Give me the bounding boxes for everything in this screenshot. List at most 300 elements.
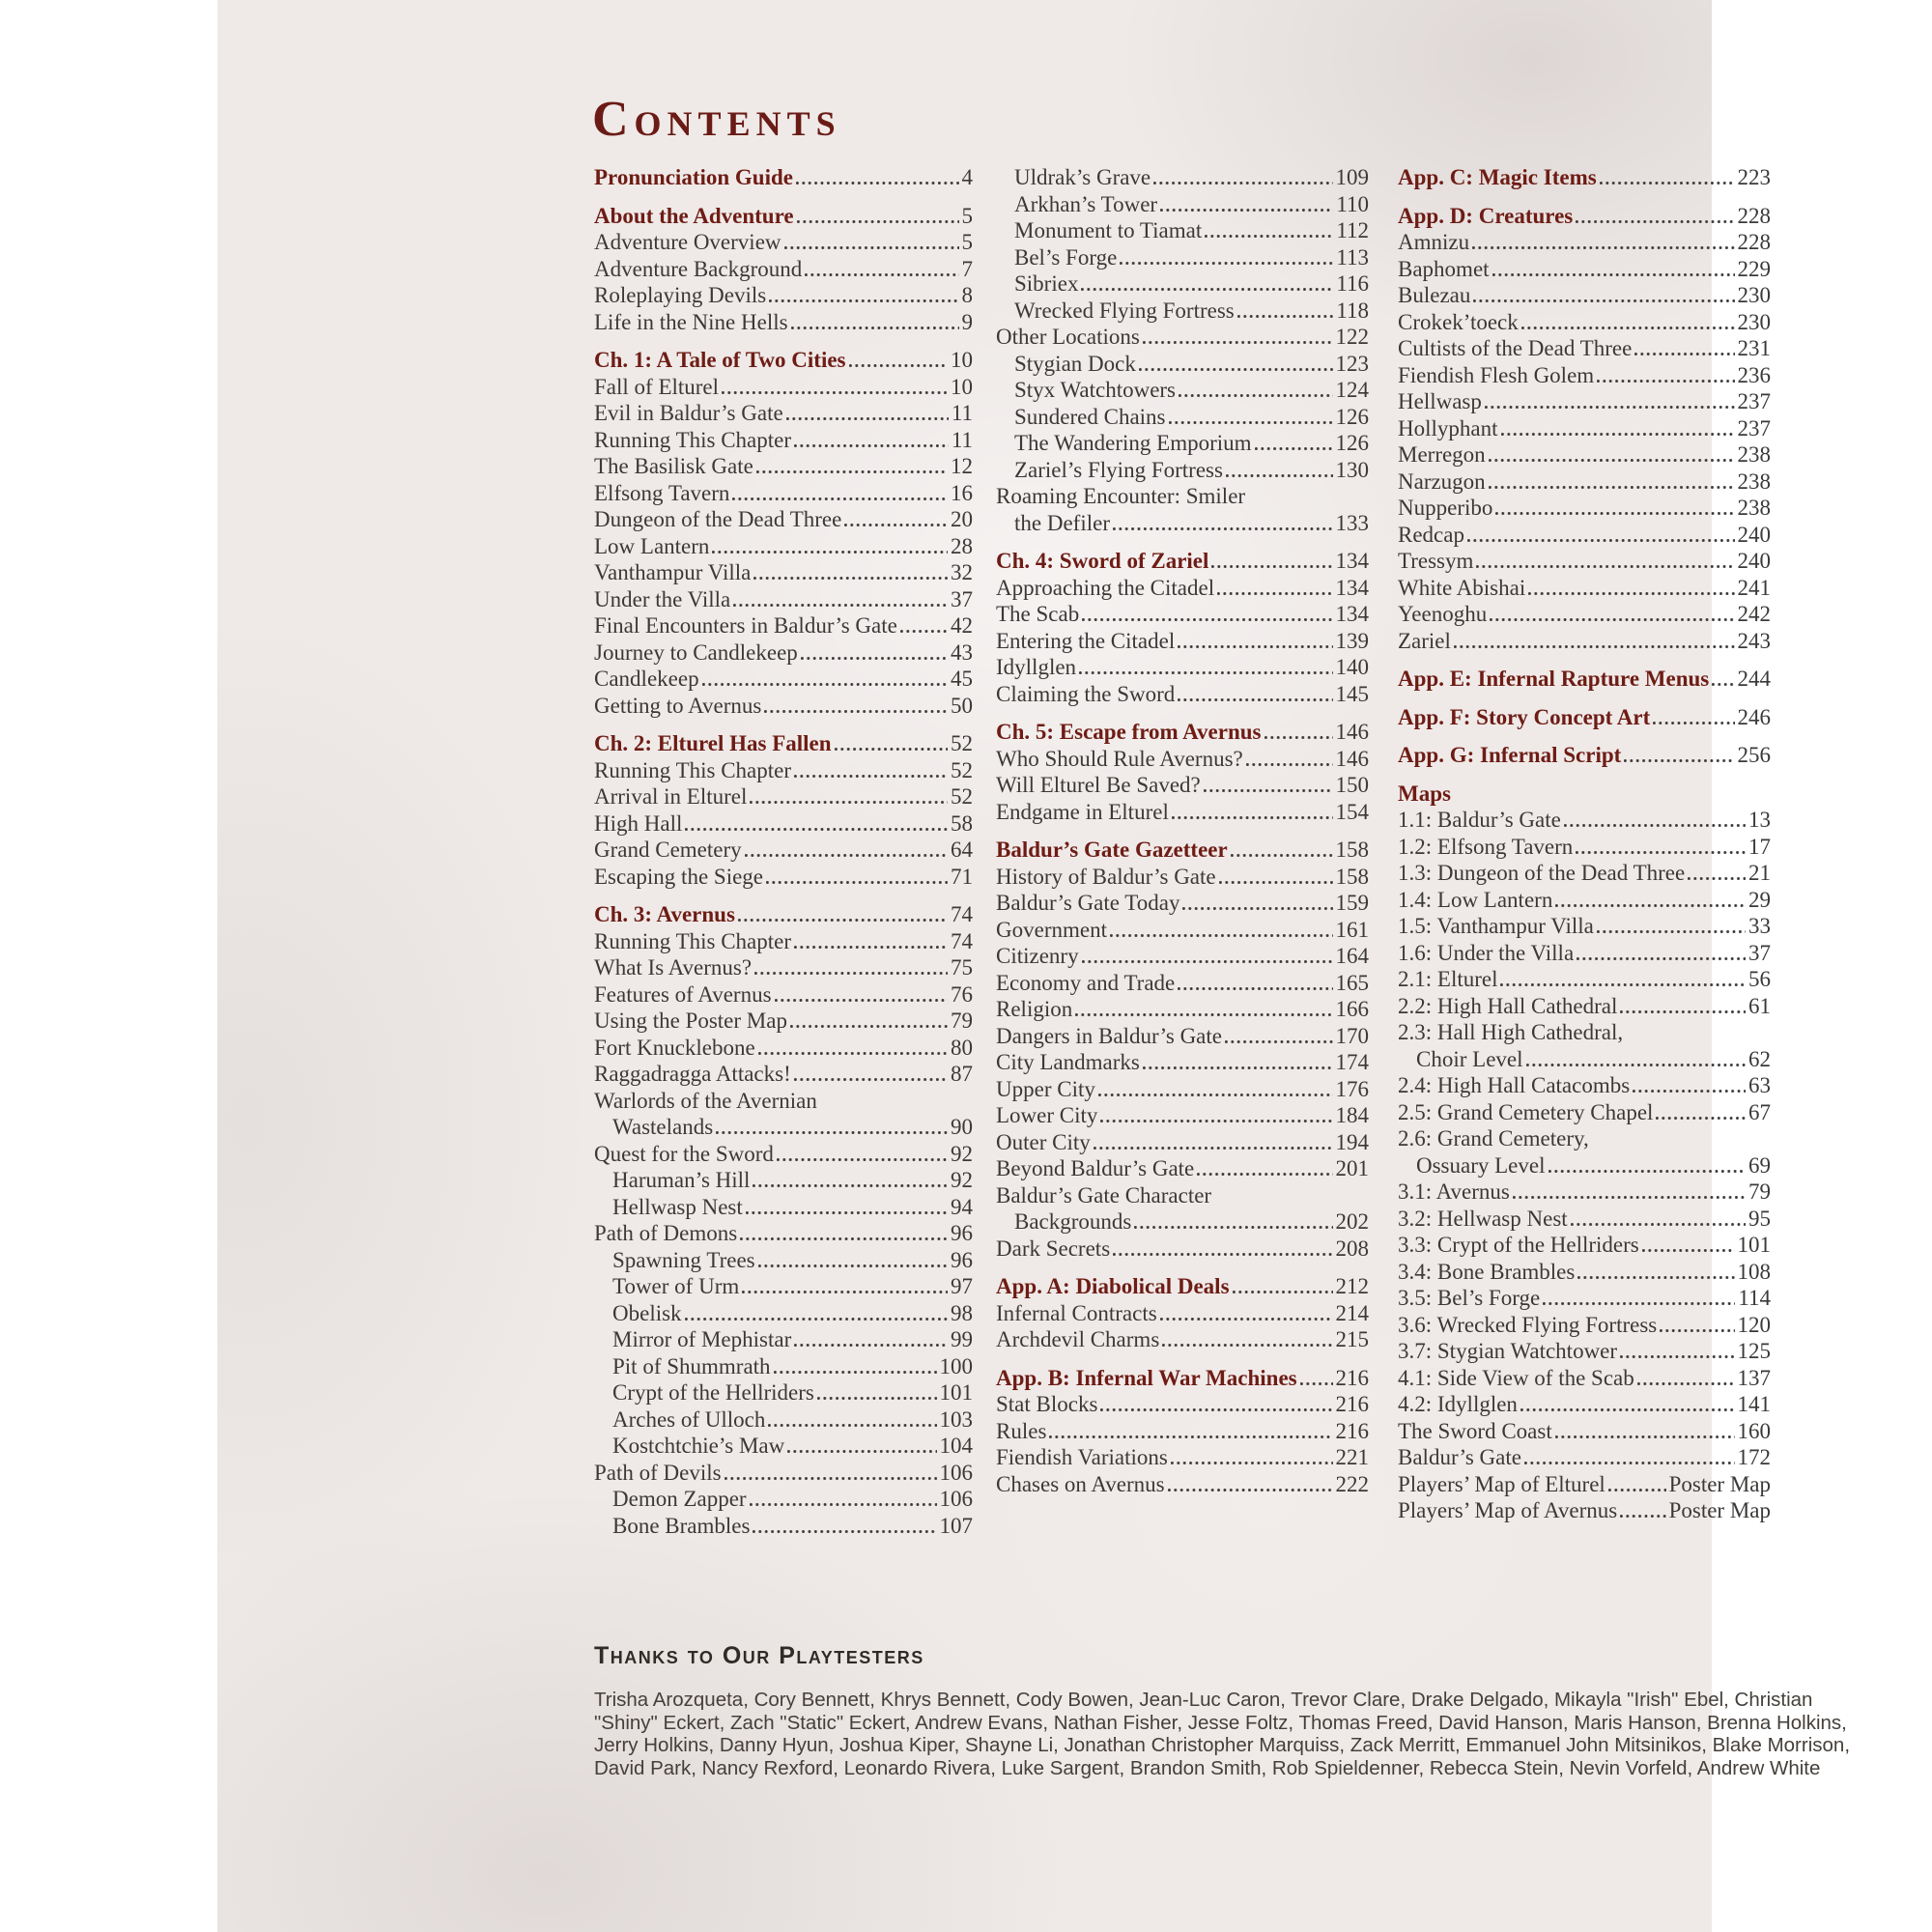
toc-entry-page: 20: [951, 507, 973, 531]
toc-entry-page: 96: [951, 1247, 973, 1272]
toc-entry: [996, 772, 1369, 799]
toc-section: [996, 164, 1369, 536]
toc-entry-label: Players’ Map of Avernus: [1398, 1498, 1618, 1522]
toc-entry: [1398, 860, 1771, 887]
toc-entry-label: Under the Villa: [594, 586, 731, 611]
toc-entry: [1398, 1232, 1771, 1259]
toc-entry-page: 106: [939, 1487, 973, 1511]
toc-entry-page: 32: [951, 560, 973, 584]
toc-entry: [996, 324, 1369, 351]
dotted-leader: [1143, 341, 1333, 344]
toc-entry: [1398, 335, 1771, 362]
toc-entry-label: App. B: Infernal War Machines: [996, 1365, 1297, 1390]
toc-entry-page: 17: [1748, 834, 1771, 859]
dotted-leader: [1642, 1249, 1735, 1252]
toc-section: [1398, 742, 1771, 769]
toc-entry: [594, 400, 973, 427]
toc-entry-page: 134: [1335, 602, 1369, 626]
toc-entry: [1398, 940, 1771, 967]
toc-entry-label: 1.5: Vanthampur Villa: [1398, 914, 1594, 938]
toc-entry-label: City Landmarks: [996, 1050, 1140, 1074]
toc-entry-label: Sundered Chains: [1014, 404, 1166, 429]
toc-entry-label: Fiendish Flesh Golem: [1398, 362, 1595, 387]
toc-column-1: [594, 164, 973, 1550]
dotted-leader: [1217, 592, 1332, 595]
toc-column-3: [1398, 164, 1771, 1536]
toc-entry: [996, 890, 1369, 917]
dotted-leader: [1205, 235, 1333, 238]
toc-entry-page: 140: [1335, 655, 1369, 679]
toc-entry: [996, 575, 1369, 602]
toc-entry-label: Will Elturel Be Saved?: [996, 773, 1201, 797]
toc-entry-label: Using the Poster Map: [594, 1009, 787, 1033]
toc-entry: [1398, 993, 1771, 1020]
toc-entry-label: Roleplaying Devils: [594, 283, 767, 307]
toc-section-header: [996, 719, 1369, 746]
dotted-leader: [1564, 824, 1746, 827]
toc-entry-page: 37: [951, 586, 973, 611]
toc-entry: [996, 1391, 1369, 1418]
dotted-leader: [746, 1211, 948, 1214]
toc-entry-label: 3.6: Wrecked Flying Fortress: [1398, 1312, 1658, 1337]
toc-section-header: [1398, 704, 1771, 731]
toc-entry: [1398, 495, 1771, 522]
book-page: [217, 0, 1851, 1932]
toc-entry-page: 237: [1737, 415, 1771, 440]
toc-entry: [594, 783, 973, 810]
toc-entry: [1398, 1418, 1771, 1445]
toc-entry-label: Adventure Overview: [594, 230, 781, 254]
toc-entry-label: Ch. 5: Escape from Avernus: [996, 720, 1262, 744]
toc-entry-page: 141: [1737, 1392, 1771, 1416]
toc-entry: [594, 1061, 973, 1088]
toc-entry-label: 2.4: High Hall Catacombs: [1398, 1073, 1631, 1097]
dotted-leader: [774, 1371, 937, 1374]
toc-entry: [594, 374, 973, 401]
toc-section: [1398, 704, 1771, 731]
toc-entry-label: Crokek’toeck: [1398, 309, 1519, 334]
toc-entry-page: 126: [1335, 431, 1369, 455]
dotted-leader: [716, 1131, 948, 1134]
toc-entry: [594, 810, 973, 838]
toc-entry-page: 161: [1335, 917, 1369, 942]
toc-entry-page: 52: [951, 757, 973, 782]
dotted-leader: [1576, 851, 1746, 854]
toc-entry-page: 52: [951, 784, 973, 809]
toc-entry-label: Arches of Ulloch: [612, 1406, 766, 1432]
toc-entry-label: Approaching the Citadel: [996, 575, 1215, 600]
toc-entry-page: 122: [1335, 325, 1369, 349]
dotted-leader: [1489, 459, 1735, 462]
toc-entry: [996, 457, 1369, 484]
toc-entry-page: 202: [1335, 1209, 1369, 1234]
toc-entry-label: Running This Chapter: [594, 427, 792, 452]
toc-entry-label: Quest for the Sword: [594, 1141, 774, 1166]
dotted-leader: [849, 364, 949, 367]
toc-entry: [996, 1326, 1369, 1353]
toc-section-header: [1398, 666, 1771, 693]
toc-entry: [996, 970, 1369, 997]
toc-entry-page: 130: [1335, 457, 1369, 482]
dotted-leader: [794, 775, 948, 778]
toc-entry: [1398, 282, 1771, 309]
toc-entry-label: Running This Chapter: [594, 757, 792, 782]
toc-entry-page: 241: [1737, 575, 1771, 600]
toc-entry: [1398, 256, 1771, 283]
toc-entry: [1398, 1365, 1771, 1392]
toc-entry-page: 223: [1737, 165, 1771, 189]
toc-entry-label: Stat Blocks: [996, 1392, 1098, 1416]
toc-entry: [1398, 388, 1771, 415]
dotted-leader: [1543, 1302, 1735, 1305]
toc-entry-page: 11: [951, 401, 973, 425]
toc-section-header: [996, 837, 1369, 864]
toc-entry-label: Backgrounds: [1014, 1209, 1132, 1234]
toc-column-2: [996, 164, 1369, 1509]
toc-entry: [996, 377, 1369, 404]
toc-entry-label: Idyllglen: [996, 655, 1077, 679]
toc-entry: [594, 612, 973, 639]
toc-entry: [594, 693, 973, 720]
toc-entry-label: Cultists of the Dead Three: [1398, 336, 1633, 360]
dotted-leader: [1634, 353, 1734, 355]
toc-entry-page: 94: [951, 1194, 973, 1219]
toc-entry-label: App. C: Magic Items: [1398, 165, 1597, 189]
toc-entry-page: 104: [939, 1434, 973, 1458]
toc-entry-page: 116: [1336, 271, 1369, 296]
toc-entry: [594, 427, 973, 454]
toc-entry-page: 201: [1335, 1156, 1369, 1180]
dotted-leader: [764, 710, 948, 713]
toc-entry-page: 98: [951, 1300, 973, 1325]
toc-entry: [594, 1300, 973, 1327]
toc-entry-page: 90: [951, 1115, 973, 1139]
playtesters-line: Jerry Holkins, Danny Hyun, Joshua Kiper, Shayne Li, Jonathan Christopher Marquiss, Zack Merritt, Emmanuel John Mitsinikos, Blake Morrison,: [594, 1734, 1851, 1756]
dotted-leader: [1178, 987, 1332, 990]
toc-entry: [996, 217, 1369, 244]
dotted-leader: [1577, 1276, 1734, 1279]
toc-entry: [594, 757, 973, 784]
toc-entry: [1398, 1471, 1771, 1498]
toc-entry-label: Grand Cemetery: [594, 838, 742, 862]
toc-entry-page: 246: [1737, 704, 1771, 729]
toc-entry-label: App. A: Diabolical Deals: [996, 1274, 1230, 1298]
toc-entry-label: Endgame in Elturel: [996, 799, 1169, 824]
dotted-leader: [1179, 394, 1332, 397]
toc-entry: [594, 533, 973, 560]
dotted-leader: [685, 828, 948, 831]
toc-entry: [996, 917, 1369, 944]
toc-entry-label: 1.1: Baldur’s Gate: [1398, 808, 1561, 832]
dotted-leader: [738, 919, 948, 922]
dotted-leader: [794, 444, 949, 447]
toc-entry-label: Evil in Baldur’s Gate: [594, 401, 783, 425]
toc-entry-label: Features of Avernus: [594, 981, 772, 1007]
toc-entry-page: 114: [1738, 1286, 1771, 1310]
toc-entry-label: App. G: Infernal Script: [1398, 743, 1622, 767]
toc-entry-page: 242: [1737, 602, 1771, 626]
toc-section: [996, 1273, 1369, 1353]
toc-entry: [996, 191, 1369, 218]
toc-entry: [996, 654, 1369, 681]
toc-section-header: [1398, 781, 1771, 808]
toc-entry-page: 124: [1335, 378, 1369, 402]
toc-entry-label: Ch. 4: Sword of Zariel: [996, 549, 1209, 573]
toc-entry-page: 64: [951, 838, 973, 862]
toc-entry-page: 79: [1748, 1179, 1771, 1204]
toc-entry-page: 50: [951, 693, 973, 718]
dotted-leader: [1513, 1196, 1746, 1199]
toc-entry-label: Getting to Avernus: [594, 693, 762, 718]
dotted-leader: [712, 551, 948, 554]
dotted-leader: [1237, 315, 1334, 318]
dotted-leader: [733, 604, 948, 607]
toc-entry: [996, 404, 1369, 431]
toc-entry: [594, 480, 973, 507]
toc-entry-page: 74: [951, 902, 973, 926]
toc-entry-page: 154: [1335, 799, 1369, 824]
toc-entry: [996, 996, 1369, 1023]
toc-entry-page: 146: [1335, 746, 1369, 771]
toc-entry-label: Baphomet: [1398, 256, 1490, 281]
dotted-leader: [1081, 288, 1333, 291]
toc-entry-page: 16: [951, 480, 973, 505]
toc-entry-label: Ch. 3: Avernus: [594, 902, 735, 926]
toc-entry-label: 3.7: Stygian Watchtower: [1398, 1339, 1618, 1363]
toc-entry-page: 69: [1748, 1152, 1771, 1178]
toc-section-header: [1398, 742, 1771, 769]
dotted-leader: [791, 327, 959, 329]
toc-entry: [594, 1088, 973, 1115]
dotted-leader: [1473, 299, 1734, 302]
toc-entry: [996, 601, 1369, 628]
dotted-leader: [1624, 759, 1734, 762]
toc-entry: [1398, 1206, 1771, 1233]
toc-entry-label: Vanthampur Villa: [594, 560, 752, 584]
toc-entry-page: 133: [1335, 510, 1369, 535]
toc-entry-label: Styx Watchtowers: [1014, 378, 1177, 402]
toc-entry-label: Arkhan’s Tower: [1014, 191, 1158, 216]
toc-entry-label: Players’ Map of Elturel: [1398, 1471, 1605, 1496]
toc-entry-page: 146: [1335, 720, 1369, 744]
toc-entry: [1398, 1444, 1771, 1471]
toc-entry: [996, 510, 1369, 537]
toc-entry: [594, 1114, 973, 1141]
toc-entry-page: 120: [1737, 1312, 1771, 1337]
dotted-leader: [1178, 698, 1332, 701]
toc-entry-page: 76: [951, 981, 973, 1007]
toc-entry-page: 240: [1737, 522, 1771, 547]
playtesters-names: [594, 1689, 1850, 1779]
toc-entry-page: 45: [951, 667, 973, 691]
toc-entry-label: Claiming the Sword: [996, 681, 1176, 706]
toc-section: [1398, 781, 1771, 1524]
toc-entry-page: 43: [951, 639, 973, 665]
toc-section: [996, 837, 1369, 1262]
toc-entry-label: 1.6: Under the Villa: [1398, 940, 1575, 965]
toc-entry: [594, 1247, 973, 1274]
dotted-leader: [1110, 934, 1333, 937]
dotted-leader: [1139, 368, 1333, 371]
toc-entry: [594, 928, 973, 955]
dotted-leader: [1169, 421, 1333, 424]
toc-entry: [1398, 362, 1771, 389]
toc-entry-label: Crypt of the Hellriders: [612, 1380, 814, 1405]
dotted-leader: [775, 999, 948, 1002]
toc-entry-page: 99: [951, 1327, 973, 1351]
toc-entry-label: 2.5: Grand Cemetery Chapel: [1398, 1099, 1654, 1124]
toc-entry-page: 238: [1737, 469, 1771, 494]
dotted-leader: [740, 1237, 948, 1240]
toc-entry-page: 101: [939, 1380, 973, 1405]
toc-entry-label: Fiendish Variations: [996, 1445, 1168, 1469]
dotted-leader: [784, 246, 959, 249]
toc-entry-label: Uldrak’s Grave: [1014, 165, 1151, 189]
toc-entry-page: 13: [1748, 808, 1771, 832]
toc-entry-label: Nupperibo: [1398, 496, 1493, 520]
dotted-leader: [1160, 1318, 1333, 1321]
dotted-leader: [1620, 1010, 1746, 1013]
toc-entry-label: Lower City: [996, 1103, 1098, 1127]
toc-entry-label: Outer City: [996, 1129, 1091, 1154]
toc-entry-page: 33: [1748, 914, 1771, 938]
toc-entry-page: 106: [939, 1460, 973, 1485]
toc-entry-page: 170: [1335, 1023, 1369, 1048]
toc-entry-page: 87: [951, 1062, 973, 1086]
toc-entry: [594, 1460, 973, 1487]
toc-section: [594, 347, 973, 719]
toc-entry-page: 125: [1737, 1339, 1771, 1363]
toc-entry-label: Tower of Urm: [612, 1274, 740, 1298]
dotted-leader: [1520, 1408, 1735, 1411]
toc-entry-label: Demon Zapper: [612, 1487, 747, 1511]
toc-entry-page: 80: [951, 1035, 973, 1060]
toc-entry: [1398, 887, 1771, 914]
dotted-leader: [1049, 1435, 1332, 1438]
toc-entry: [594, 1353, 973, 1380]
toc-entry-label: Upper City: [996, 1076, 1095, 1101]
dotted-leader: [1219, 881, 1333, 884]
toc-entry: [1398, 1072, 1771, 1099]
dotted-leader: [750, 1503, 937, 1506]
toc-entry-page: 231: [1737, 336, 1771, 360]
dotted-leader: [1485, 406, 1735, 409]
toc-entry-page: 71: [951, 864, 973, 889]
dotted-leader: [1100, 1408, 1332, 1411]
dotted-leader: [1489, 486, 1735, 489]
toc-entry: [594, 1326, 973, 1353]
toc-entry-page: 174: [1335, 1050, 1369, 1074]
toc-entry-label: 1.2: Elfsong Tavern: [1398, 834, 1574, 859]
dotted-leader: [685, 1318, 948, 1321]
toc-entry: [1398, 966, 1771, 993]
toc-entry-label: Obelisk: [612, 1300, 682, 1325]
toc-entry-page: 107: [939, 1513, 973, 1538]
toc-section-header: [594, 730, 973, 757]
toc-entry: [594, 559, 973, 586]
toc-entry-page: 101: [1737, 1233, 1771, 1257]
toc-entry-label: Sibriex: [1014, 271, 1079, 296]
page-title: Contents: [592, 92, 841, 147]
toc-entry: [594, 229, 973, 256]
toc-entry: [1398, 1338, 1771, 1365]
toc-entry-page: 110: [1336, 191, 1369, 216]
toc-entry: [1398, 1259, 1771, 1286]
toc-entry: [594, 1406, 973, 1434]
toc-entry-label: Dark Secrets: [996, 1236, 1111, 1261]
toc-entry: [996, 298, 1369, 325]
toc-entry-label: Kostchtchie’s Maw: [612, 1434, 785, 1458]
toc-entry-page: 12: [951, 454, 973, 478]
toc-entry-label: Zariel: [1398, 628, 1451, 653]
toc-entry-page: 109: [1335, 165, 1369, 189]
toc-entry-label: Raggadragga Attacks!: [594, 1062, 791, 1086]
toc-entry: [594, 666, 973, 693]
toc-entry: [996, 1444, 1369, 1471]
toc-entry-label: Tressym: [1398, 549, 1474, 573]
toc-entry-label: Baldur’s Gate: [1398, 1445, 1521, 1469]
dotted-leader: [1688, 877, 1746, 880]
toc-entry: [594, 981, 973, 1009]
toc-entry: [996, 1076, 1369, 1103]
toc-entry: [594, 256, 973, 283]
toc-entry-label: Path of Demons: [594, 1221, 738, 1245]
dotted-leader: [1171, 1462, 1333, 1464]
dotted-leader: [753, 577, 948, 580]
toc-entry-label: The Basilisk Gate: [594, 454, 753, 478]
toc-entry-label: Adventure Background: [594, 256, 803, 281]
toc-entry: [1398, 575, 1771, 602]
toc-section-header: [1398, 164, 1771, 191]
dotted-leader: [722, 391, 948, 394]
toc-entry-page: 103: [939, 1406, 973, 1432]
toc-entry-label: Fort Knucklebone: [594, 1035, 755, 1060]
dotted-leader: [1120, 262, 1333, 265]
toc-entry: [996, 430, 1369, 457]
playtesters-line: Trisha Arozqueta, Cory Bennett, Khrys Bennett, Cody Bowen, Jean-Luc Caron, Trevor Clare, Drake Delgado, Mikayla "Irish" Ebel, Christian: [594, 1689, 1813, 1711]
toc-entry: [594, 309, 973, 336]
toc-entry-label: Warlords of the Avernian: [594, 1088, 817, 1113]
toc-entry-label: App. F: Story Concept Art: [1398, 704, 1651, 729]
dotted-leader: [1113, 527, 1333, 530]
toc-entry-label: The Sword Coast: [1398, 1418, 1552, 1443]
toc-entry-label: App. D: Creatures: [1398, 203, 1574, 228]
toc-entry-page: 61: [1748, 993, 1771, 1018]
dotted-leader: [756, 470, 948, 473]
dotted-leader: [1528, 592, 1734, 595]
toc-entry-label: Other Locations: [996, 325, 1140, 349]
toc-entry-label: Running This Chapter: [594, 928, 792, 953]
dotted-leader: [766, 881, 948, 884]
dotted-leader: [1577, 957, 1746, 960]
dotted-leader: [790, 1025, 948, 1028]
toc-entry: [1398, 1391, 1771, 1418]
toc-entry-page: 194: [1335, 1129, 1369, 1154]
toc-entry-label: Amnizu: [1398, 230, 1470, 254]
toc-entry-page: 56: [1748, 967, 1771, 991]
toc-section: [996, 548, 1369, 707]
toc-entry: [1398, 1152, 1771, 1179]
dotted-leader: [1526, 1064, 1747, 1066]
toc-entry-label: Who Should Rule Avernus?: [996, 746, 1243, 771]
dotted-leader: [1571, 1223, 1746, 1226]
toc-entry-page: 237: [1737, 389, 1771, 413]
toc-entry-page: 222: [1335, 1471, 1369, 1496]
toc-entry: [594, 639, 973, 667]
toc-entry-label: The Wandering Emporium: [1014, 431, 1252, 455]
toc-entry: [996, 351, 1369, 378]
toc-entry-label: Life in the Nine Hells: [594, 309, 788, 334]
